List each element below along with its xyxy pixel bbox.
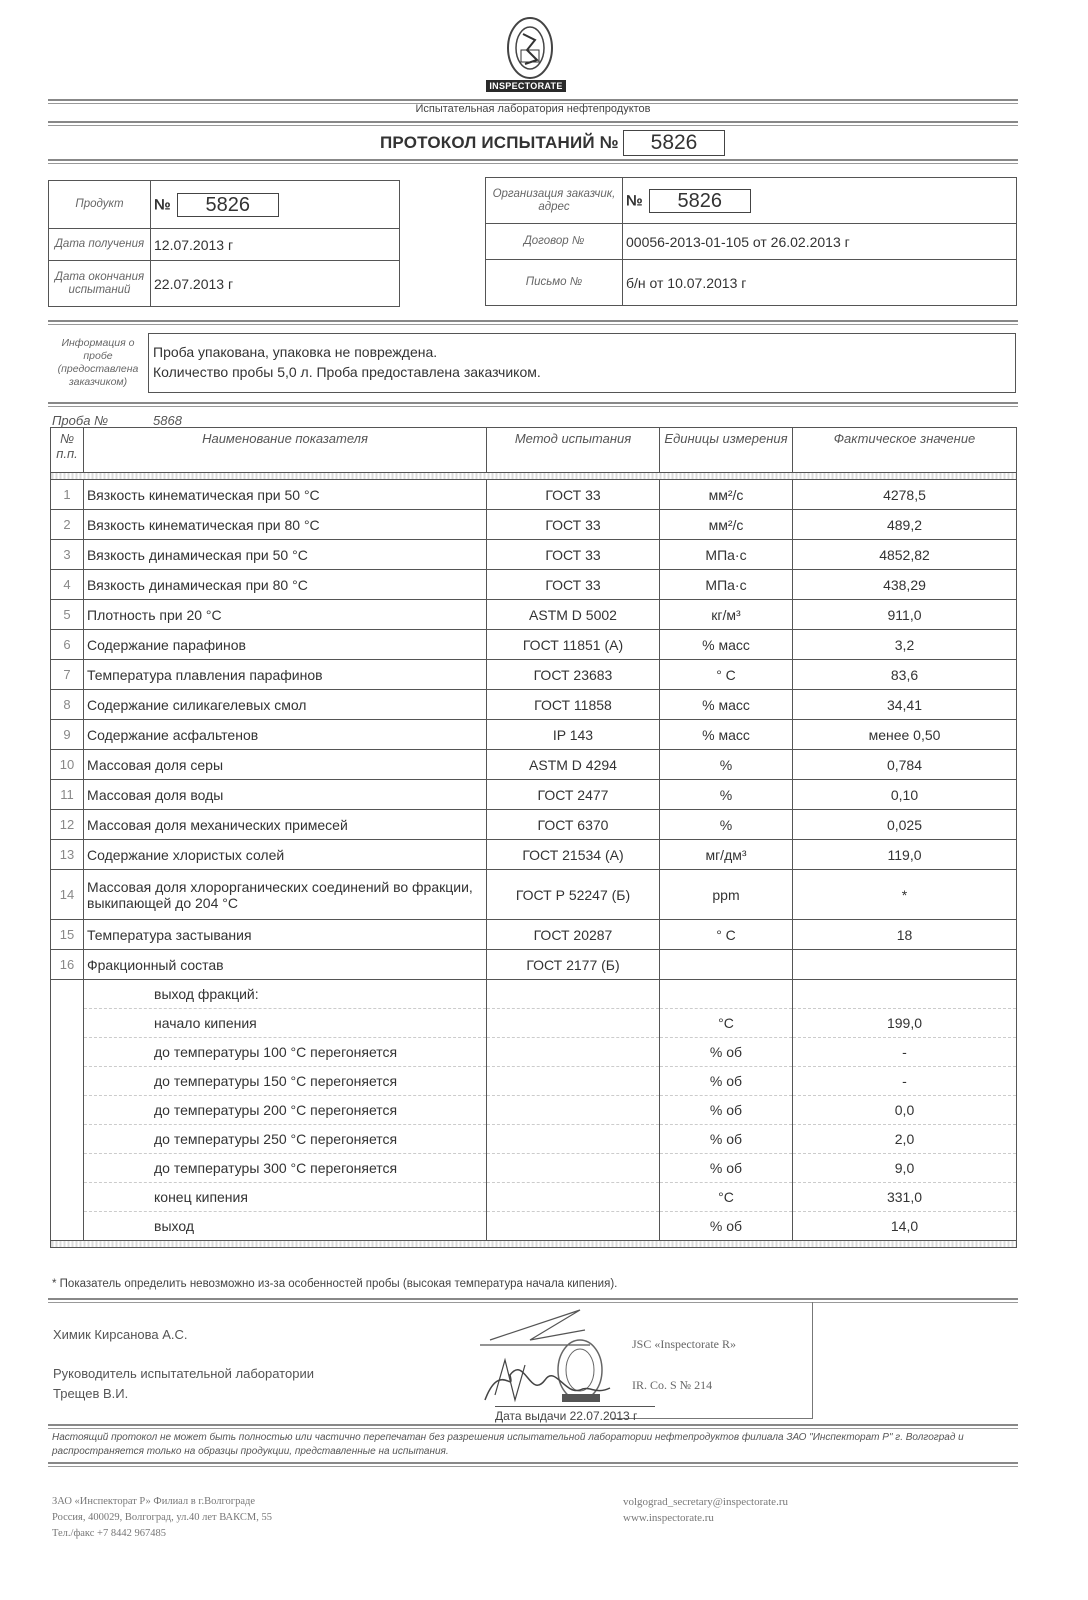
table-row bbox=[51, 840, 1017, 870]
company-address bbox=[52, 1494, 272, 1542]
row-value: 119,0 bbox=[793, 840, 1017, 870]
divider bbox=[48, 402, 1018, 407]
row-name: Массовая доля механических примесей bbox=[84, 810, 487, 840]
header-method: Метод испытания bbox=[487, 428, 660, 473]
fraction-method bbox=[487, 1009, 660, 1038]
row-number bbox=[51, 1067, 84, 1096]
fraction-value: 9,0 bbox=[793, 1154, 1017, 1183]
row-number: 5 bbox=[51, 600, 84, 630]
row-number: 15 bbox=[51, 920, 84, 950]
company-contacts bbox=[623, 1494, 788, 1526]
table-row bbox=[51, 510, 1017, 540]
fraction-value: 331,0 bbox=[793, 1183, 1017, 1212]
fraction-name: до температуры 150 °С перегоняется bbox=[84, 1067, 487, 1096]
row-unit bbox=[660, 950, 793, 980]
fraction-name: начало кипения bbox=[84, 1009, 487, 1038]
fraction-unit: % об bbox=[660, 1038, 793, 1067]
phone-fax: Тел./факс +7 8442 967485 bbox=[52, 1528, 166, 1539]
fraction-method bbox=[487, 1212, 660, 1241]
sample-info-box bbox=[148, 333, 1016, 393]
row-name: Массовая доля хлорорганических соединений во фракции, выкипающей до 204 °С bbox=[84, 870, 487, 920]
received-date-label: Дата получения bbox=[49, 229, 151, 261]
row-value: 0,784 bbox=[793, 750, 1017, 780]
stamp-box bbox=[612, 1302, 813, 1419]
row-method: ГОСТ 11858 bbox=[487, 690, 660, 720]
end-date-label: Дата окончания испытаний bbox=[49, 261, 151, 307]
row-unit: мм²/с bbox=[660, 480, 793, 510]
row-method: ГОСТ 33 bbox=[487, 510, 660, 540]
table-row bbox=[51, 750, 1017, 780]
row-method: ГОСТ 6370 bbox=[487, 810, 660, 840]
row-method: ГОСТ Р 52247 (Б) bbox=[487, 870, 660, 920]
row-number bbox=[51, 1154, 84, 1183]
fraction-row bbox=[51, 1009, 1017, 1038]
sample-info-line: Проба упакована, упаковка не повреждена. bbox=[153, 344, 438, 360]
row-number bbox=[51, 1009, 84, 1038]
fraction-value bbox=[793, 980, 1017, 1009]
row-name: Содержание силикагелевых смол bbox=[84, 690, 487, 720]
fraction-row bbox=[51, 1096, 1017, 1125]
fraction-row bbox=[51, 1183, 1017, 1212]
end-date: 22.07.2013 г bbox=[151, 261, 400, 307]
fraction-row bbox=[51, 1125, 1017, 1154]
header-name: Наименование показателя bbox=[84, 428, 487, 473]
header-number: № п.п. bbox=[51, 428, 84, 473]
row-value: * bbox=[793, 870, 1017, 920]
fraction-unit: °С bbox=[660, 1009, 793, 1038]
row-value bbox=[793, 950, 1017, 980]
row-number bbox=[51, 1183, 84, 1212]
fraction-method bbox=[487, 1096, 660, 1125]
fraction-method bbox=[487, 1154, 660, 1183]
row-number: 6 bbox=[51, 630, 84, 660]
row-name: Вязкость кинематическая при 50 °С bbox=[84, 480, 487, 510]
contract-label: Договор № bbox=[486, 224, 623, 260]
table-row bbox=[51, 720, 1017, 750]
row-unit: кг/м³ bbox=[660, 600, 793, 630]
fraction-name: выход bbox=[84, 1212, 487, 1241]
fraction-unit: % об bbox=[660, 1125, 793, 1154]
row-number: 3 bbox=[51, 540, 84, 570]
organization-number: 5826 bbox=[649, 189, 751, 213]
fraction-unit: °С bbox=[660, 1183, 793, 1212]
contract-value: 00056-2013-01-105 от 26.02.2013 г bbox=[623, 224, 1017, 260]
row-number: 10 bbox=[51, 750, 84, 780]
product-info-table bbox=[48, 180, 400, 307]
row-unit: мг/дм³ bbox=[660, 840, 793, 870]
row-value: 3,2 bbox=[793, 630, 1017, 660]
address-line: ЗАО «Инспекторат Р» Филиал в г.Волгограде bbox=[52, 1496, 256, 1507]
row-value: 911,0 bbox=[793, 600, 1017, 630]
table-row bbox=[51, 660, 1017, 690]
row-unit: мм²/с bbox=[660, 510, 793, 540]
row-number: 16 bbox=[51, 950, 84, 980]
number-sign: № bbox=[626, 192, 643, 209]
row-method: ASTM D 5002 bbox=[487, 600, 660, 630]
table-row bbox=[51, 870, 1017, 920]
row-number bbox=[51, 1096, 84, 1125]
organization-number-cell bbox=[623, 178, 1017, 224]
fraction-value: 14,0 bbox=[793, 1212, 1017, 1241]
row-name: Плотность при 20 °С bbox=[84, 600, 487, 630]
table-row bbox=[51, 780, 1017, 810]
row-method: ГОСТ 11851 (А) bbox=[487, 630, 660, 660]
row-name: Вязкость кинематическая при 80 °С bbox=[84, 510, 487, 540]
row-unit: % масс bbox=[660, 720, 793, 750]
row-name: Температура плавления парафинов bbox=[84, 660, 487, 690]
row-number: 13 bbox=[51, 840, 84, 870]
table-row bbox=[51, 950, 1017, 980]
fraction-value: 199,0 bbox=[793, 1009, 1017, 1038]
row-method: ГОСТ 33 bbox=[487, 540, 660, 570]
row-unit: ppm bbox=[660, 870, 793, 920]
row-method: ГОСТ 33 bbox=[487, 570, 660, 600]
organization-label: Организация заказчик, адрес bbox=[486, 178, 623, 224]
protocol-number: 5826 bbox=[623, 130, 725, 156]
fraction-unit: % об bbox=[660, 1154, 793, 1183]
fraction-value: - bbox=[793, 1038, 1017, 1067]
row-number: 7 bbox=[51, 660, 84, 690]
fraction-name: до температуры 300 °С перегоняется bbox=[84, 1154, 487, 1183]
row-name: Вязкость динамическая при 80 °С bbox=[84, 570, 487, 600]
row-value: 4278,5 bbox=[793, 480, 1017, 510]
stamp-registration: IR. Co. S № 214 bbox=[632, 1378, 713, 1392]
number-sign: № bbox=[154, 196, 171, 213]
row-number: 12 bbox=[51, 810, 84, 840]
divider bbox=[48, 1462, 1018, 1467]
fraction-name: до температуры 250 °С перегоняется bbox=[84, 1125, 487, 1154]
fraction-row bbox=[51, 980, 1017, 1009]
head-title: Руководитель испытательной лаборатории bbox=[53, 1366, 314, 1381]
row-value: 83,6 bbox=[793, 660, 1017, 690]
row-method: ГОСТ 21534 (А) bbox=[487, 840, 660, 870]
row-number bbox=[51, 1212, 84, 1241]
table-row bbox=[51, 630, 1017, 660]
sample-info-line: Количество пробы 5,0 л. Проба предоставлена заказчиком. bbox=[153, 364, 541, 380]
divider bbox=[48, 320, 1018, 325]
header-value: Фактическое значение bbox=[793, 428, 1017, 473]
row-value: 34,41 bbox=[793, 690, 1017, 720]
row-name: Содержание парафинов bbox=[84, 630, 487, 660]
row-method: ASTM D 4294 bbox=[487, 750, 660, 780]
row-value: 18 bbox=[793, 920, 1017, 950]
head-name: Трещев В.И. bbox=[53, 1386, 129, 1401]
row-name: Содержание хлористых солей bbox=[84, 840, 487, 870]
fraction-unit: % об bbox=[660, 1212, 793, 1241]
row-number: 14 bbox=[51, 870, 84, 920]
chemist-signature: Химик Кирсанова А.С. bbox=[53, 1327, 188, 1342]
row-number: 1 bbox=[51, 480, 84, 510]
stamp-company: JSC «Inspectorate R» bbox=[632, 1337, 736, 1351]
table-row bbox=[51, 920, 1017, 950]
probe-number: 5868 bbox=[153, 413, 182, 428]
row-method: ГОСТ 2477 bbox=[487, 780, 660, 810]
inspectorate-logo-label: INSPECTORATE bbox=[486, 80, 566, 92]
sample-info-label: Информация о пробе (предоставлена заказчиком) bbox=[57, 337, 139, 388]
row-name: Вязкость динамическая при 50 °С bbox=[84, 540, 487, 570]
fraction-unit: % об bbox=[660, 1096, 793, 1125]
disclaimer: Настоящий протокол не может быть полностью или частично перепечатан без разрешения испытательной лаборатории нефтепродуктов филиала ЗАО "Инспекторат Р" г. Волгоград и распространяется только на образцы продукции, представленные на испытания. bbox=[52, 1432, 964, 1457]
row-number bbox=[51, 980, 84, 1009]
test-results-table bbox=[50, 427, 1017, 1248]
row-unit: % bbox=[660, 750, 793, 780]
table-row bbox=[51, 540, 1017, 570]
table-row bbox=[51, 810, 1017, 840]
fraction-row bbox=[51, 1038, 1017, 1067]
divider bbox=[48, 1424, 1018, 1429]
fraction-name: до температуры 200 °С перегоняется bbox=[84, 1096, 487, 1125]
fraction-name: конец кипения bbox=[84, 1183, 487, 1212]
product-label: Продукт bbox=[49, 181, 151, 229]
row-unit: % масс bbox=[660, 690, 793, 720]
email-link[interactable]: volgograd_secretary@inspectorate.ru bbox=[623, 1496, 788, 1508]
fraction-method bbox=[487, 1183, 660, 1212]
header-units: Единицы измерения bbox=[660, 428, 793, 473]
row-unit: ° С bbox=[660, 920, 793, 950]
row-value: 489,2 bbox=[793, 510, 1017, 540]
address-line: Россия, 400029, Волгоград, ул.40 лет ВАКСМ, 55 bbox=[52, 1512, 272, 1523]
row-method: IP 143 bbox=[487, 720, 660, 750]
issue-date: Дата выдачи 22.07.2013 г bbox=[495, 1406, 655, 1423]
fraction-name: до температуры 100 °С перегоняется bbox=[84, 1038, 487, 1067]
website-link[interactable]: www.inspectorate.ru bbox=[623, 1512, 714, 1524]
row-value: 438,29 bbox=[793, 570, 1017, 600]
letter-value: б/н от 10.07.2013 г bbox=[623, 260, 1017, 306]
fraction-row bbox=[51, 1154, 1017, 1183]
product-number: 5826 bbox=[177, 193, 279, 217]
row-number: 11 bbox=[51, 780, 84, 810]
product-number-cell bbox=[151, 181, 400, 229]
row-value: менее 0,50 bbox=[793, 720, 1017, 750]
row-number bbox=[51, 1125, 84, 1154]
row-name: Массовая доля серы bbox=[84, 750, 487, 780]
table-row bbox=[51, 690, 1017, 720]
row-name: Температура застывания bbox=[84, 920, 487, 950]
fraction-row bbox=[51, 1212, 1017, 1241]
divider bbox=[48, 159, 1018, 164]
row-value: 0,025 bbox=[793, 810, 1017, 840]
fraction-unit: % об bbox=[660, 1067, 793, 1096]
probe-label: Проба № bbox=[52, 413, 109, 428]
received-date: 12.07.2013 г bbox=[151, 229, 400, 261]
lab-name: Испытательная лаборатория нефтепродуктов bbox=[415, 103, 651, 115]
row-unit: ° С bbox=[660, 660, 793, 690]
row-unit: % bbox=[660, 810, 793, 840]
row-method: ГОСТ 2177 (Б) bbox=[487, 950, 660, 980]
fraction-value: 0,0 bbox=[793, 1096, 1017, 1125]
row-method: ГОСТ 23683 bbox=[487, 660, 660, 690]
fraction-method bbox=[487, 1067, 660, 1096]
table-row bbox=[51, 570, 1017, 600]
footnote: * Показатель определить невозможно из-за особенностей пробы (высокая температура начала кипения). bbox=[52, 1278, 618, 1290]
row-number: 2 bbox=[51, 510, 84, 540]
fraction-method bbox=[487, 1125, 660, 1154]
fraction-value: - bbox=[793, 1067, 1017, 1096]
row-name: Массовая доля воды bbox=[84, 780, 487, 810]
row-unit: % масс bbox=[660, 630, 793, 660]
row-method: ГОСТ 33 bbox=[487, 480, 660, 510]
fraction-value: 2,0 bbox=[793, 1125, 1017, 1154]
divider bbox=[48, 121, 1018, 126]
row-value: 0,10 bbox=[793, 780, 1017, 810]
row-value: 4852,82 bbox=[793, 540, 1017, 570]
row-method: ГОСТ 20287 bbox=[487, 920, 660, 950]
letter-label: Письмо № bbox=[486, 260, 623, 306]
row-name: Фракционный состав bbox=[84, 950, 487, 980]
fraction-name: выход фракций: bbox=[84, 980, 487, 1009]
row-number: 9 bbox=[51, 720, 84, 750]
row-number: 8 bbox=[51, 690, 84, 720]
fraction-method bbox=[487, 980, 660, 1009]
row-unit: МПа·с bbox=[660, 570, 793, 600]
row-unit: % bbox=[660, 780, 793, 810]
table-row bbox=[51, 600, 1017, 630]
row-name: Содержание асфальтенов bbox=[84, 720, 487, 750]
separator-row bbox=[51, 473, 1017, 480]
table-row bbox=[51, 480, 1017, 510]
customer-info-table bbox=[485, 177, 1017, 306]
row-number: 4 bbox=[51, 570, 84, 600]
row-unit: МПа·с bbox=[660, 540, 793, 570]
fraction-method bbox=[487, 1038, 660, 1067]
protocol-title: ПРОТОКОЛ ИСПЫТАНИЙ № bbox=[380, 133, 619, 152]
fraction-unit bbox=[660, 980, 793, 1009]
row-number bbox=[51, 1038, 84, 1067]
fraction-row bbox=[51, 1067, 1017, 1096]
separator-row bbox=[51, 1241, 1017, 1248]
